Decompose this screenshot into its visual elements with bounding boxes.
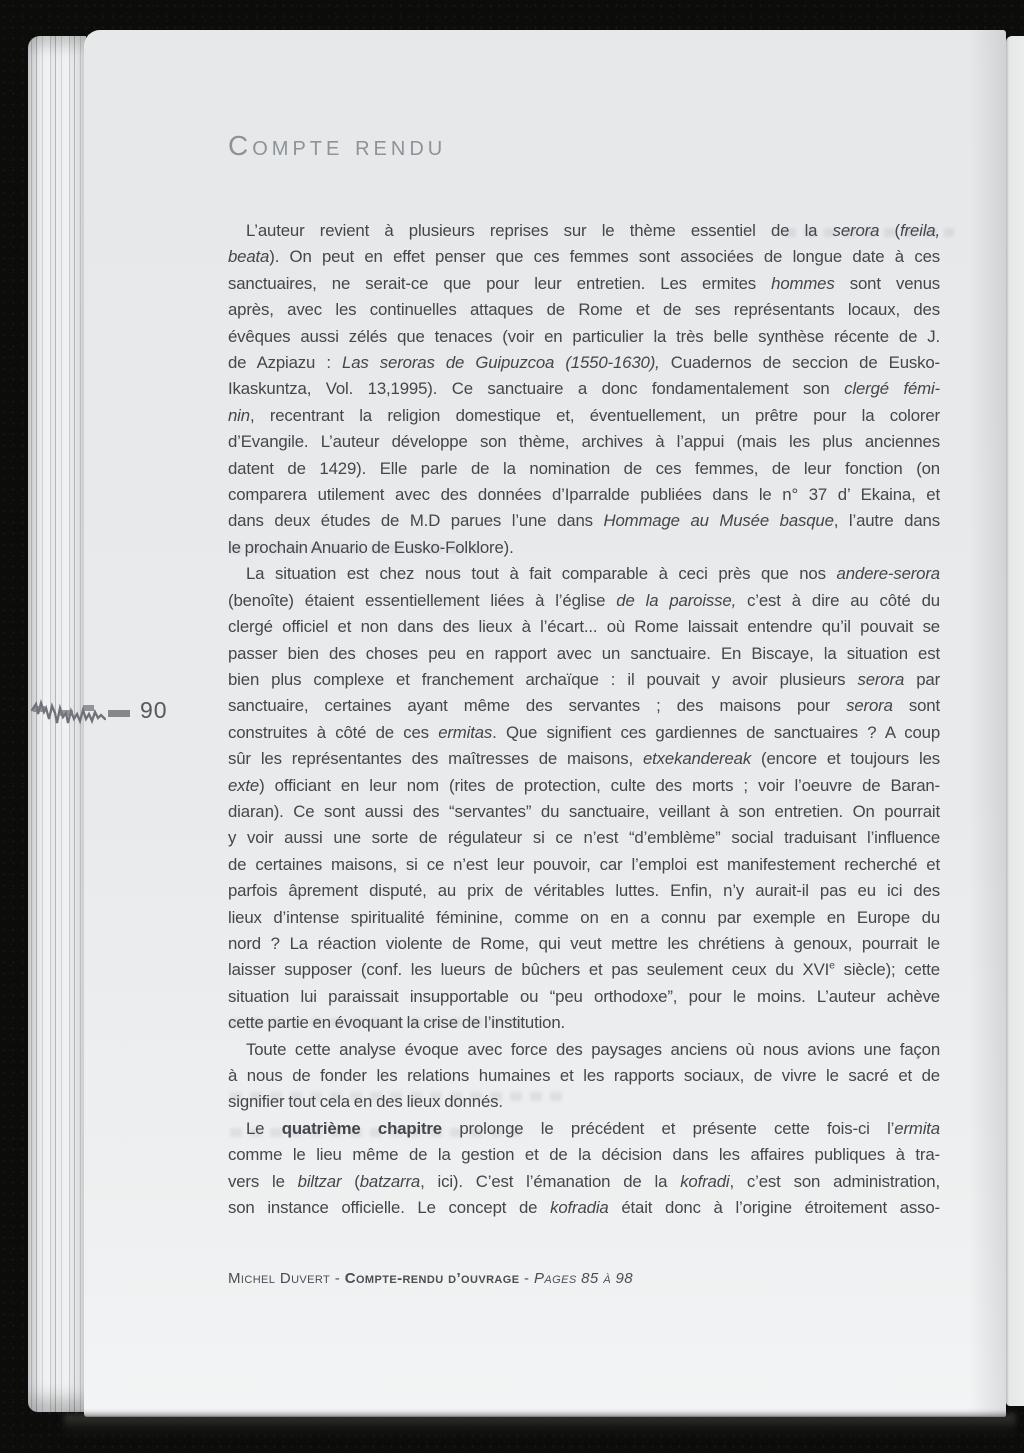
paragraph — [228, 1116, 940, 1222]
footer-segment: Compte-rendu d’ouvrage — [344, 1270, 520, 1287]
paragraph — [228, 218, 940, 561]
book-page — [84, 30, 1006, 1417]
text-line: passer bien des choses peu en rapport avec un sanctuaire. En Biscaye, la situation est — [228, 643, 940, 663]
text-line: Toute cette analyse évoque avec force des paysages anciens où nous avions une façon — [246, 1039, 940, 1059]
page-number-dash — [108, 710, 130, 717]
facing-page-edge — [1006, 36, 1024, 1406]
text-line: L’auteur revient à plusieurs reprises sur le thème essentiel de la serora (freila, — [246, 221, 940, 240]
text-line: sanctuaire, certaines ayant même des servantes ; des maisons pour serora sont — [228, 696, 940, 716]
fore-edge-scribble-icon — [30, 693, 106, 729]
text-line: cette partie en évoquant la crise de l’institution. — [228, 1013, 566, 1033]
footer-segment: Michel Duvert — [228, 1270, 331, 1287]
text-line: comparera utilement avec des données d’Iparralde publiées dans le n° 37 d’ Ekaina, et — [228, 485, 940, 505]
text-line: bien plus complexe et franchement archaïque : il pouvait y avoir plusieurs serora par — [228, 669, 941, 689]
page-footer — [228, 1270, 928, 1287]
footer-segment: - — [519, 1270, 534, 1287]
text-line: Ikaskuntza, Vol. 13,1995). Ce sanctuaire a donc fondamentalement son clergé fémi- — [228, 379, 940, 399]
text-line: y voir aussi une sorte de régulateur si ce n’est “d’emblème” social traduisant l’influence — [228, 828, 940, 848]
text-line: de certaines maisons, si ce n’est leur pouvoir, car l’emploi est manifestement recherché et — [228, 854, 940, 874]
text-line: d’Evangile. L’auteur développe son thème, archives à l’appui (mais les plus anciennes — [228, 432, 940, 452]
page-number: 90 — [140, 696, 168, 723]
text-line: nord ? La réaction violente de Rome, qui veut mettre les chrétiens à genoux, pourrait le — [228, 933, 940, 953]
text-line: de Azpiazu : Las seroras de Guipuzcoa (1550-1630), Cuadernos de seccion de Eusko- — [228, 353, 940, 373]
text-line: sûr les représentantes des maîtresses de maisons, etxekandereak (encore et toujours les — [228, 749, 940, 769]
text-line: Le quatrième chapitre prolonge le précédent et présente cette fois-ci l’ermita — [246, 1118, 940, 1138]
text-line: comme le lieu même de la gestion et de la décision dans les affaires publiques à tra- — [228, 1145, 940, 1165]
text-line: parfois âprement disputé, au prix de véritables luttes. Enfin, n’y aurait-il pas eu ici des — [228, 881, 940, 901]
text-line: diaran). Ce sont aussi des “servantes” du sanctuaire, veillant à son entretien. On pourrait — [228, 801, 940, 821]
paragraph — [228, 561, 940, 1036]
text-line: évêques aussi zélés que tenaces (voir en particulier la très belle synthèse récente de J. — [228, 326, 940, 346]
footer-segment: Pages 85 à 98 — [534, 1270, 633, 1287]
text-line: son instance officielle. Le concept de kofradia était donc à l’origine étroitement asso- — [228, 1198, 940, 1218]
text-line: beata). On peut en effet penser que ces femmes sont associées de longue date à ces — [228, 247, 940, 267]
text-line: lieux d’intense spiritualité féminine, comme on en a connu par exemple en Europe du — [228, 907, 940, 927]
text-line: le prochain Anuario de Eusko-Folklore). — [228, 537, 514, 557]
page-number-group — [30, 692, 168, 730]
text-line: signifier tout cela en des lieux donnés. — [228, 1092, 503, 1112]
text-line: sanctuaires, ne serait-ce que pour leur entretien. Les ermites hommes sont venus — [228, 273, 940, 293]
paragraph — [228, 1037, 940, 1116]
text-line: après, avec les continuelles attaques de Rome et de ses représentants locaux, des — [228, 300, 940, 320]
text-line: à nous de fonder les relations humaines et les rapports sociaux, de vivre le sacré et de — [228, 1066, 940, 1085]
text-line: (benoîte) étaient essentiellement liées à l’église de la paroisse, c’est à dire au côté du — [228, 590, 940, 610]
text-line: datent de 1429). Elle parle de la nomination de ces femmes, de leur fonction (on — [228, 458, 940, 478]
text-line: construites à côté de ces ermitas. Que signifient ces gardiennes de sanctuaires ? A coup — [228, 722, 941, 742]
gutter-shade — [960, 30, 1006, 1416]
body-text — [228, 218, 940, 1221]
text-line: dans deux études de M.D parues l’une dans Hommage au Musée basque, l’autre dans — [228, 511, 940, 531]
text-line: exte) officiant en leur nom (rites de protection, culte des morts ; voir l’oeuvre de Baran- — [228, 775, 940, 795]
text-line: clergé officiel et non dans des lieux à l’écart... où Rome laissait entendre qu’il pouvait se — [228, 617, 940, 637]
footer-segment: - — [330, 1270, 345, 1287]
text-line: nin, recentrant la religion domestique et, éventuellement, un prêtre pour la colorer — [228, 405, 940, 425]
page-header: Compte rendu — [228, 130, 447, 161]
page-shadow — [64, 1414, 1016, 1440]
text-line: La situation est chez nous tout à fait comparable à ceci près que nos andere-serora — [246, 564, 940, 584]
text-line: vers le biltzar (batzarra, ici). C’est l’émanation de la kofradi, c’est son administration, — [228, 1171, 940, 1191]
text-line: situation lui paraissait insupportable ou “peu orthodoxe”, pour le moins. L’auteur achève — [228, 986, 940, 1006]
text-line: laisser supposer (conf. les lueurs de bûchers et pas seulement ceux du XVIe siècle); cette — [228, 960, 940, 980]
